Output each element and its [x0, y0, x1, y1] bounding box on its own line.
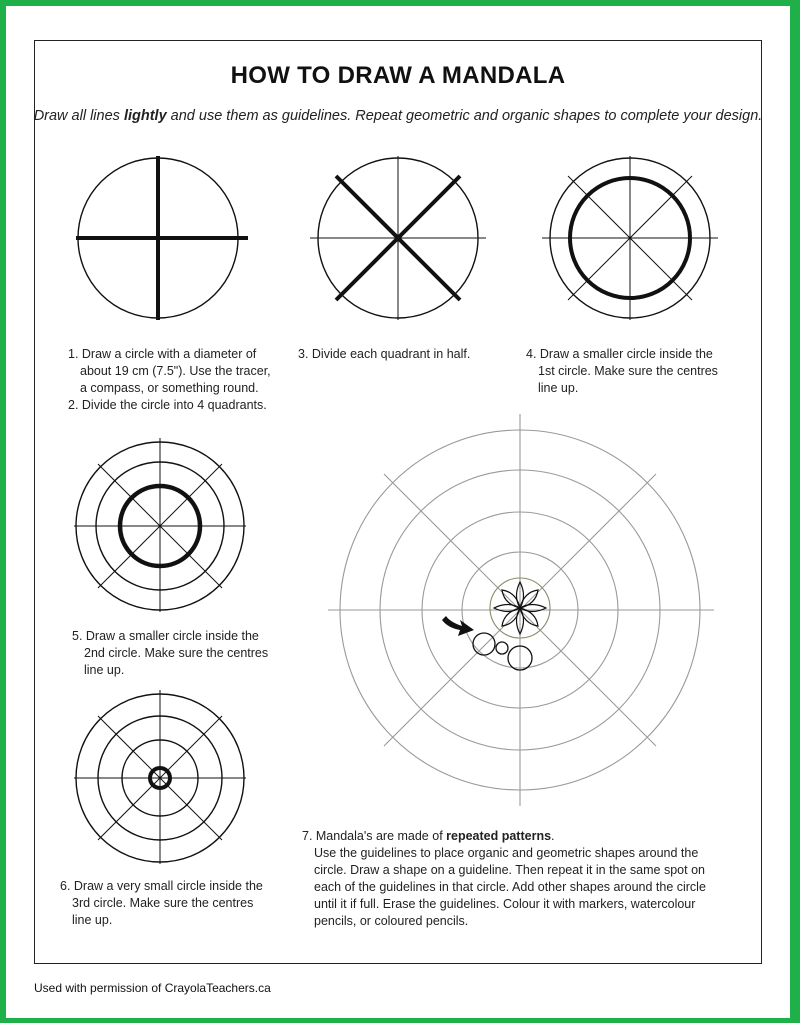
page-subtitle: [6, 108, 790, 124]
step-7-line: each of the guidelines in that circle. Add other shapes around the circle: [314, 880, 706, 894]
subtitle-text-2: and use them as guidelines. Repeat geometric and organic shapes to complete your design.: [166, 108, 763, 124]
step-7-line: until it if full. Erase the guidelines. Colour it with markers, watercolour: [314, 897, 696, 911]
figure-mandala-guide: [324, 410, 724, 810]
step-7-line: pencils, or coloured pencils.: [314, 914, 469, 928]
step-4-text: [526, 346, 718, 397]
step-7-text-b: .: [551, 829, 555, 843]
figure-step-3: [310, 156, 490, 326]
figure-step-1: [70, 156, 250, 326]
step-7-text: [302, 828, 706, 930]
step-5-text: [72, 628, 268, 679]
step-6-line: 6. Draw a very small circle inside the: [60, 879, 263, 893]
credit-text: Used with permission of CrayolaTeachers.ca: [34, 981, 271, 995]
small-circles-motif: [473, 633, 532, 670]
step-7-bold: repeated patterns: [446, 829, 552, 843]
step-4-line: 1st circle. Make sure the centres: [538, 364, 718, 378]
step-1-line: about 19 cm (7.5"). Use the tracer,: [80, 364, 271, 378]
figure-step-4: [542, 156, 722, 326]
page-title: HOW TO DRAW A MANDALA: [230, 62, 566, 89]
step-1-line: a compass, or something round.: [80, 381, 259, 395]
step-7-text-a: 7. Mandala's are made of: [302, 829, 447, 843]
subtitle-text-1: Draw all lines: [33, 108, 124, 124]
step-7-line: [302, 828, 706, 845]
step-1-2-text: [68, 346, 271, 414]
step-3-text: [298, 346, 470, 363]
step-7-line: circle. Draw a shape on a guideline. Then repeat it in the same spot on: [314, 863, 705, 877]
worksheet-page: [6, 6, 790, 1018]
step-5-line: 5. Draw a smaller circle inside the: [72, 629, 259, 643]
step-4-line: 4. Draw a smaller circle inside the: [526, 347, 713, 361]
step-6-text: [60, 878, 263, 929]
figure-step-5: [70, 438, 250, 618]
step-7-line: Use the guidelines to place organic and geometric shapes around the: [314, 846, 699, 860]
step-3-line: 3. Divide each quadrant in half.: [298, 347, 471, 361]
step-2-line: 2. Divide the circle into 4 quadrants.: [68, 398, 267, 412]
step-1-line: 1. Draw a circle with a diameter of: [68, 347, 257, 361]
subtitle-bold: lightly: [123, 108, 167, 124]
step-6-line: line up.: [72, 913, 113, 927]
step-5-line: line up.: [84, 663, 125, 677]
step-6-line: 3rd circle. Make sure the centres: [72, 896, 254, 910]
figure-step-6: [70, 690, 250, 870]
step-4-line: line up.: [538, 381, 579, 395]
step-5-line: 2nd circle. Make sure the centres: [84, 646, 269, 660]
arrow-icon: [442, 616, 474, 636]
